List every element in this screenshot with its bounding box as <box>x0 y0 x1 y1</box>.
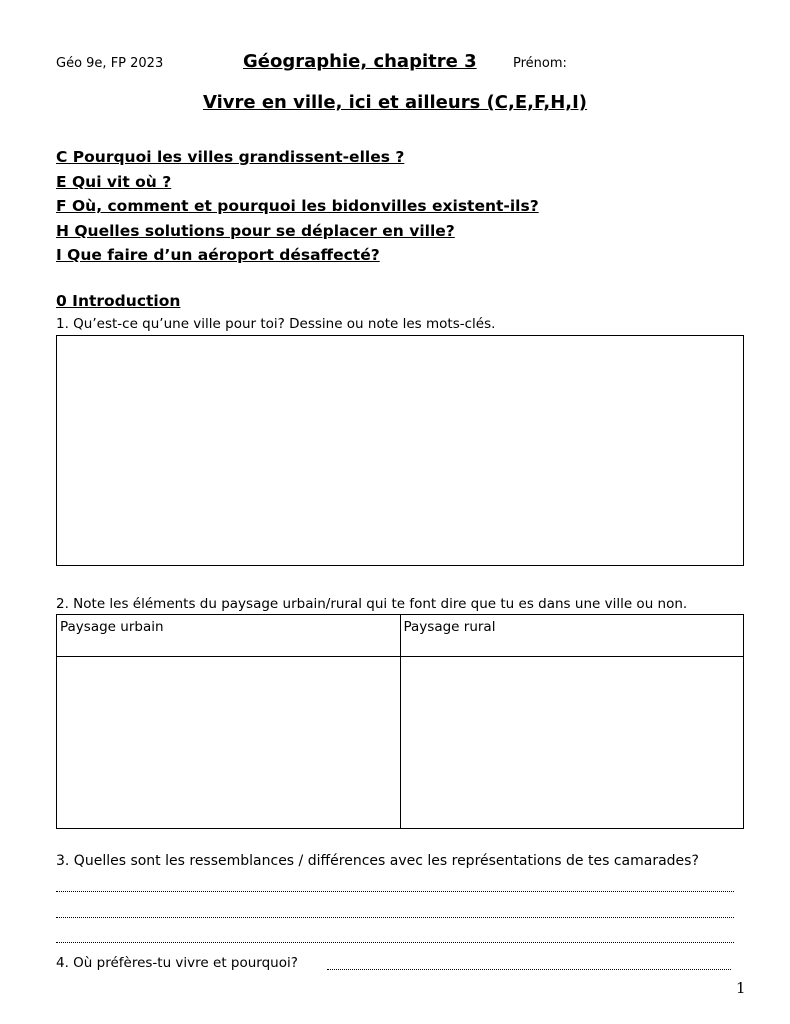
question-1: 1. Qu’est-ce qu’une ville pour toi? Dessine ou note les mots-clés. <box>56 316 496 332</box>
answer-box-1[interactable] <box>56 335 744 566</box>
answer-line-3b[interactable] <box>56 917 734 918</box>
urban-landscape-header: Paysage urbain <box>57 615 401 657</box>
first-name-label: Prénom: <box>513 56 567 71</box>
document-subtitle: Vivre en ville, ici et ailleurs (C,E,F,H,I) <box>202 92 588 113</box>
chapter-question-f: F Où, comment et pourquoi les bidonvilles existent-ils? <box>56 197 539 215</box>
document-title: Géographie, chapitre 3 <box>243 51 477 72</box>
question-2: 2. Note les éléments du paysage urbain/rural qui te font dire que tu es dans une ville ou non. <box>56 596 688 612</box>
urban-landscape-cell[interactable] <box>57 657 401 829</box>
chapter-question-e: E Qui vit où ? <box>56 172 172 191</box>
landscape-table <box>56 614 744 829</box>
chapter-question-h: H Quelles solutions pour se déplacer en ville? <box>56 221 455 240</box>
introduction-heading: 0 Introduction <box>56 292 181 310</box>
chapter-question-c: C Pourquoi les villes grandissent-elles ? <box>56 148 405 166</box>
question-4: 4. Où préfères-tu vivre et pourquoi? <box>56 955 298 971</box>
answer-line-4[interactable] <box>327 969 731 970</box>
page-number: 1 <box>736 979 746 997</box>
rural-landscape-cell[interactable] <box>400 657 744 829</box>
chapter-question-i: I Que faire d’un aéroport désaffecté? <box>56 246 380 264</box>
question-3: 3. Quelles sont les ressemblances / différences avec les représentations de tes camarades? <box>56 853 699 869</box>
chapter-question-list <box>56 145 539 268</box>
answer-line-3a[interactable] <box>56 891 734 892</box>
answer-line-3c[interactable] <box>56 942 734 943</box>
rural-landscape-header: Paysage rural <box>400 615 744 657</box>
course-label: Géo 9e, FP 2023 <box>56 56 164 71</box>
